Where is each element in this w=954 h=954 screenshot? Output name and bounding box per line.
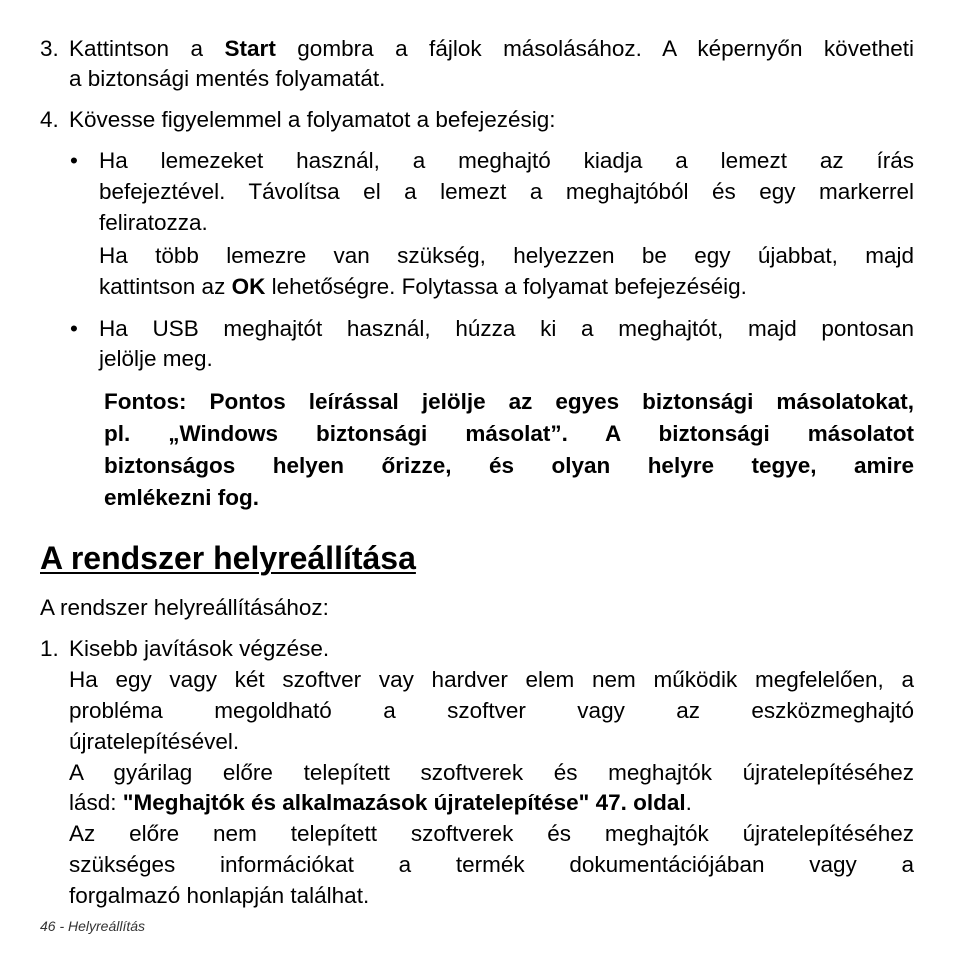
section-intro: A rendszer helyreállításához: — [40, 595, 329, 620]
step-1-line-8: szükséges információkat a termék dokumentációjában vagy a — [69, 852, 914, 877]
step-3-line-1: Kattintson a Start gombra a fájlok másolásához. A képernyőn követheti — [69, 36, 914, 61]
bullet-1-line-4: Ha több lemezre van szükség, helyezzen be egy újabbat, majd — [99, 243, 914, 268]
important-note-line-4: emlékezni fog. — [104, 485, 260, 510]
important-note-line-2: pl. „Windows biztonsági másolat”. A biztonsági másolatot — [104, 421, 914, 446]
step-4-number: 4. — [40, 107, 59, 132]
bullet-1-marker: • — [70, 148, 78, 173]
section-heading: A rendszer helyreállítása — [40, 540, 416, 576]
step-1-line-2: Ha egy vagy két szoftver vay hardver elem nem működik megfelelően, a — [69, 667, 914, 692]
bullet-2-line-2: jelölje meg. — [99, 346, 213, 371]
bullet-1-line-2: befejeztével. Távolítsa el a lemezt a meghajtóból és egy markerrel — [99, 179, 914, 204]
important-note-line-1: Fontos: Pontos leírással jelölje az egyes biztonsági másolatokat, — [104, 389, 914, 414]
step-1-line-5: A gyárilag előre telepített szoftverek és meghajtók újratelepítéséhez — [69, 760, 914, 785]
step-1-line-4: újratelepítésével. — [69, 729, 240, 754]
page-footer: 46 - Helyreállítás — [40, 918, 146, 934]
bullet-2-marker: • — [70, 316, 78, 341]
step-1-line-3: probléma megoldható a szoftver vagy az eszközmeghajtó — [69, 698, 914, 723]
step-1-number: 1. — [40, 636, 59, 661]
bullet-1-line-1: Ha lemezeket használ, a meghajtó kiadja a lemezt az írás — [99, 148, 914, 173]
step-1-line-7: Az előre nem telepített szoftverek és meghajtók újratelepítéséhez — [69, 821, 914, 846]
step-1-line-1: Kisebb javítások végzése. — [69, 636, 330, 661]
cross-reference-link[interactable]: "Meghajtók és alkalmazások újratelepítése" 47. oldal — [122, 790, 686, 815]
step-1-line-6: lásd: "Meghajtók és alkalmazások újratelepítése" 47. oldal. — [69, 790, 692, 815]
ok-keyword: OK — [231, 274, 266, 299]
important-note-line-3: biztonságos helyen őrizze, és olyan helyre tegye, amire — [104, 453, 914, 478]
bullet-1-line-5: kattintson az OK lehetőségre. Folytassa a folyamat befejezéséig. — [99, 274, 747, 299]
bullet-1-line-3: feliratozza. — [99, 210, 208, 235]
step-3-line-2: a biztonsági mentés folyamatát. — [69, 66, 386, 91]
start-keyword: Start — [224, 36, 276, 61]
step-3-number: 3. — [40, 36, 59, 61]
step-4-text: Kövesse figyelemmel a folyamatot a befejezésig: — [69, 107, 556, 132]
bullet-2-line-1: Ha USB meghajtót használ, húzza ki a meghajtót, majd pontosan — [99, 316, 914, 341]
step-1-line-9: forgalmazó honlapján találhat. — [69, 883, 370, 908]
